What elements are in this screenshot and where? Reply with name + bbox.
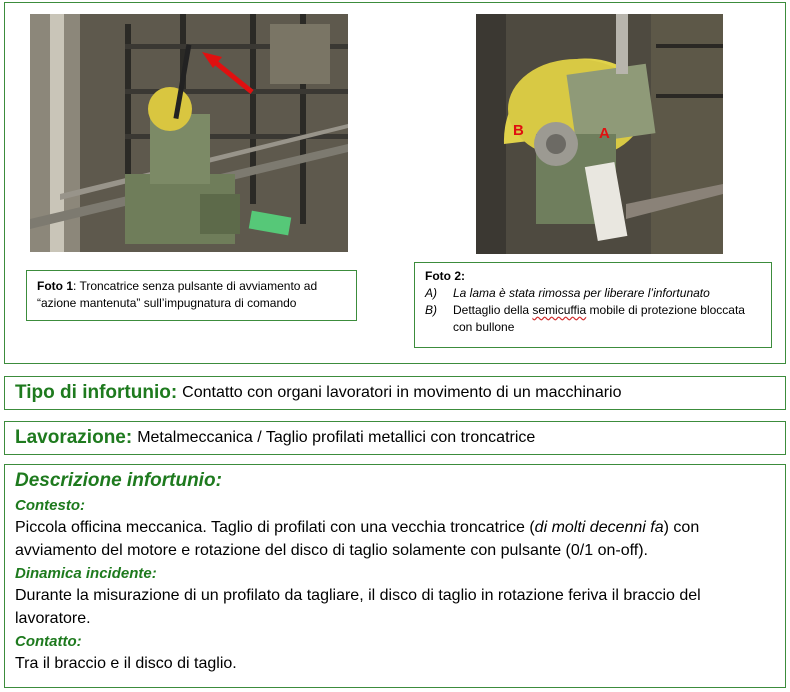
caption-item-a bbox=[425, 285, 761, 302]
contact-text: Tra il braccio e il disco di taglio. bbox=[15, 655, 237, 672]
photo-2-illustration bbox=[476, 14, 723, 254]
photo-panel bbox=[4, 2, 786, 364]
context-text-italic: di molti decenni fa bbox=[534, 519, 664, 536]
caption-item-b-spellcheck-word: semicuffia bbox=[532, 303, 587, 317]
marker-b: B bbox=[513, 122, 524, 139]
photo-1-caption-label: Foto 1 bbox=[37, 279, 73, 293]
photo-2-caption-label: Foto 2: bbox=[425, 269, 465, 283]
accident-type-value: Contatto con organi lavoratori in movimento di un macchinario bbox=[182, 384, 622, 401]
dynamics-heading: Dinamica incidente: bbox=[15, 565, 157, 582]
photo-1-cutoff-saw bbox=[30, 14, 348, 252]
caption-item-b-text-before: Dettaglio della bbox=[453, 303, 533, 317]
contact-heading: Contatto: bbox=[15, 633, 82, 650]
accident-type-bar bbox=[4, 376, 786, 410]
photo-1-caption bbox=[26, 270, 357, 321]
accident-description bbox=[4, 464, 786, 688]
accident-type-label: Tipo di infortunio: bbox=[15, 382, 178, 403]
photo-1-illustration bbox=[30, 14, 348, 252]
context-text-after: ) con avviamento del motore e rotazione del disco di taglio solamente con pulsante (0/1 on-off). bbox=[15, 519, 700, 559]
photo-1-caption-text: : Troncatrice senza pulsante di avviamento ad “azione mantenuta” sull’impugnatura di comando bbox=[37, 279, 318, 310]
work-process-label: Lavorazione: bbox=[15, 427, 133, 448]
context-text bbox=[15, 516, 775, 562]
caption-item-b-text-after: mobile di protezione bloccata con bullone bbox=[453, 303, 745, 334]
caption-item-b bbox=[425, 302, 761, 336]
caption-item-b-letter: B) bbox=[425, 303, 437, 317]
caption-item-a-text: La lama è stata rimossa per liberare l’infortunato bbox=[453, 286, 710, 300]
dynamics-text: Durante la misurazione di un profilato da tagliare, il disco di taglio in rotazione feriva il braccio del lavoratore. bbox=[15, 587, 701, 627]
context-heading: Contesto: bbox=[15, 497, 85, 514]
photo-2-saw-detail bbox=[476, 14, 723, 254]
caption-item-a-letter: A) bbox=[425, 286, 437, 300]
description-title: Descrizione infortunio: bbox=[15, 470, 222, 491]
work-process-bar bbox=[4, 421, 786, 455]
context-text-before: Piccola officina meccanica. Taglio di profilati con una vecchia troncatrice ( bbox=[15, 519, 535, 536]
caption-item-b-text bbox=[453, 302, 761, 336]
photo-2-caption bbox=[414, 262, 772, 348]
marker-a: A bbox=[599, 125, 610, 142]
work-process-value: Metalmeccanica / Taglio profilati metallici con troncatrice bbox=[137, 429, 536, 446]
